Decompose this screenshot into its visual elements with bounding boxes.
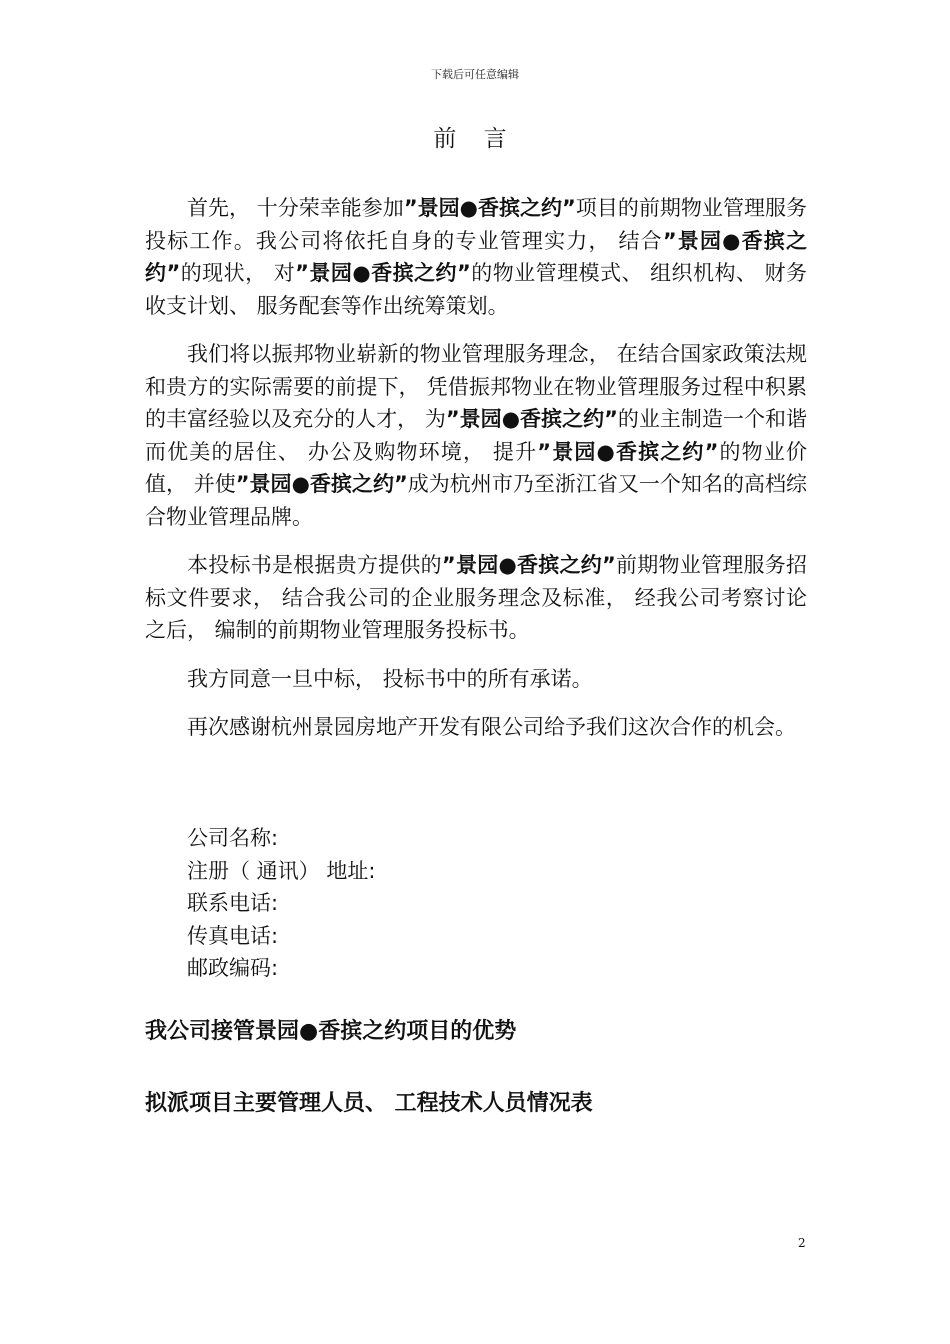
paragraph-text: 的物业管理模式、 组织机构、 财务收支计划、 服务配套等作出统筹策划。 (145, 261, 807, 318)
paragraph-service-concept (145, 338, 807, 533)
paragraph-text: 项目的前期物业管理服务投标工作。我公司将依托自身的专业管理实力， 结合 (145, 196, 807, 253)
paragraph-text: 的业主制造一个和谐而优美的居住、 办公及购物环境， 提升 (145, 407, 807, 464)
paragraph-text: 前期物业管理服务招标文件要求， 结合我公司的企业服务理念及标准， 经我公司考察讨论之后， 编制的前期物业管理服务投标书。 (145, 553, 807, 642)
paragraph-text: 我方同意一旦中标， 投标书中的所有承诺。 (187, 666, 593, 691)
page-title: 前 言 (433, 126, 517, 152)
section-heading-staff-table: 拟派项目主要管理人员、 工程技术人员情况表 (145, 1091, 593, 1116)
project-name-emphasis: ”景园●香摈之约” (295, 261, 471, 285)
project-name-emphasis: ”景园●香摈之约” (235, 472, 408, 496)
section-heading-advantages: 我公司接管景园●香摈之约项目的优势 (145, 1019, 517, 1044)
paragraph-intro (145, 192, 807, 322)
page-header-note: 下载后可任意编辑 (431, 68, 519, 81)
company-info-block (187, 822, 375, 985)
paragraph-text: 成为杭州市乃至浙江省又一个知名的高档综合物业管理品牌。 (145, 472, 807, 529)
paragraph-text: 我们将以振邦物业崭新的物业管理服务理念， 在结合国家政策法规和贵方的实际需要的前提下， 凭借振邦物业在物业管理服务过程中积累的丰富经验以及充分的人才， 为 (145, 342, 807, 431)
paragraph-thanks (145, 711, 807, 744)
project-name-emphasis: ”景园●香摈之约” (445, 407, 618, 431)
preface-body (145, 192, 807, 760)
project-name-emphasis: ”景园●香摈之约” (145, 228, 807, 285)
page-number: 2 (798, 1236, 806, 1250)
company-name-label: 公司名称: (187, 826, 279, 850)
paragraph-text: 再次感谢杭州景园房地产开发有限公司给予我们这次合作的机会。 (187, 715, 796, 739)
address-label: 注册（ 通讯） 地址: (187, 858, 376, 883)
project-name-emphasis: ”景园●香摈之约” (403, 196, 576, 220)
fax-label: 传真电话: (187, 923, 279, 948)
paragraph-text: 的物业价值， 并使 (145, 439, 807, 496)
paragraph-bid-basis (145, 549, 807, 647)
project-name-emphasis: ”景园●香摈之约” (441, 553, 616, 577)
paragraph-text: 首先， 十分荣幸能参加 (187, 196, 404, 220)
project-name-emphasis: ”景园●香摈之约” (537, 439, 719, 464)
postcode-label: 邮政编码: (187, 956, 279, 980)
paragraph-commitment (145, 663, 807, 696)
paragraph-text: 本投标书是根据贵方提供的 (187, 553, 442, 577)
paragraph-text: 的现状， 对 (180, 261, 296, 285)
phone-label: 联系电话: (187, 891, 279, 915)
